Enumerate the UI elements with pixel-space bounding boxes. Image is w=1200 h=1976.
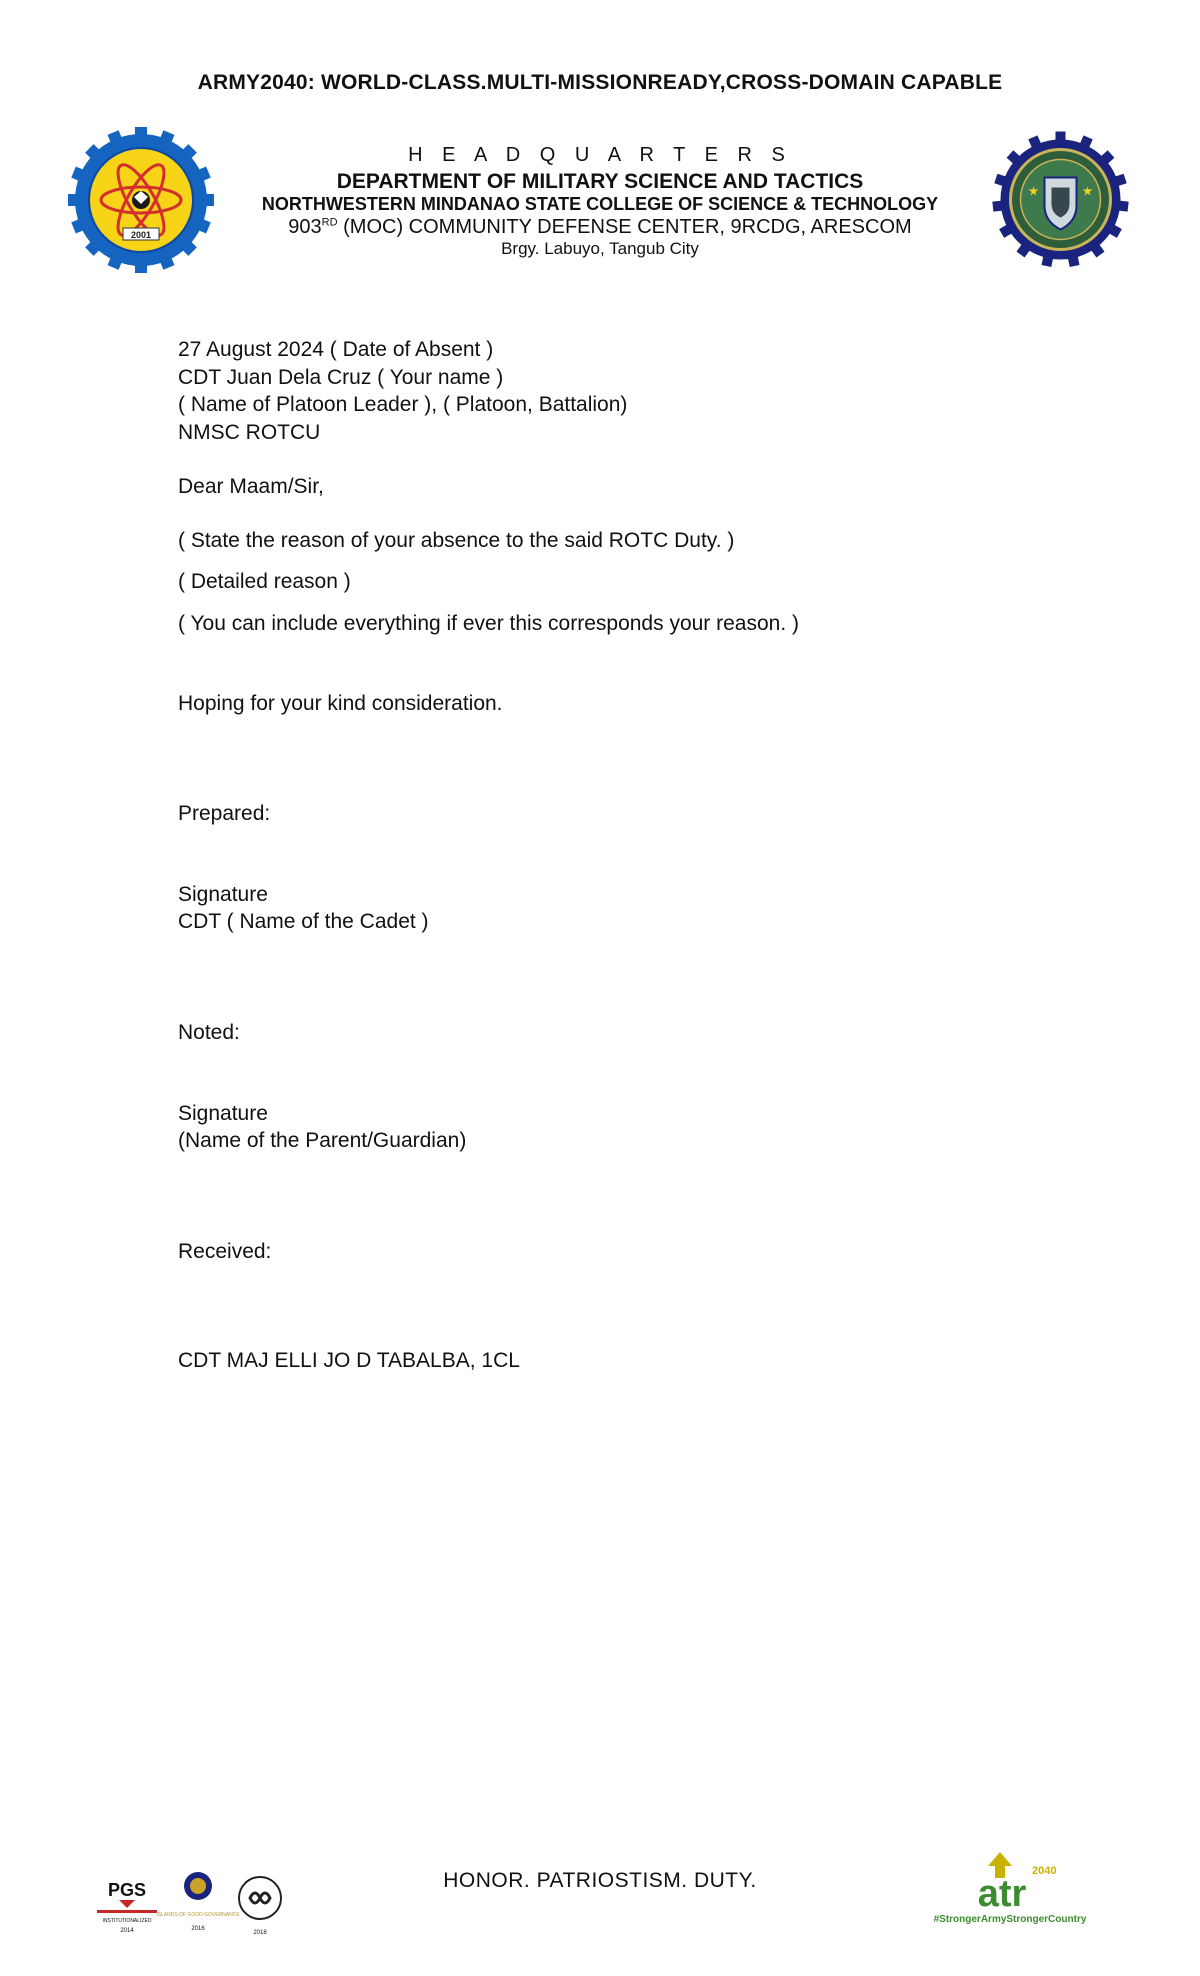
- letter-unit: NMSC ROTCU: [178, 420, 321, 444]
- address: Brgy. Labuyo, Tangub City: [501, 239, 699, 259]
- prepared-signature: Signature: [178, 882, 268, 906]
- letterhead: [0, 144, 1200, 259]
- letter-body: [178, 336, 1058, 718]
- letter-sender-name: CDT Juan Dela Cruz ( Your name ): [178, 365, 504, 389]
- noted-signature: Signature: [178, 1101, 268, 1125]
- svg-text:2016: 2016: [191, 1926, 205, 1932]
- center-ordinal: RD: [321, 215, 338, 228]
- svg-text:atr: atr: [977, 1873, 1027, 1915]
- headquarters-title: H E A D Q U A R T E R S: [408, 144, 792, 166]
- noted-name: (Name of the Parent/Guardian): [178, 1129, 467, 1152]
- department-name: DEPARTMENT OF MILITARY SCIENCE AND TACTICS: [336, 169, 864, 193]
- prepared-block: [178, 800, 429, 936]
- noted-block: [178, 1019, 466, 1155]
- spacer: [178, 446, 1058, 473]
- svg-text:2018: 2018: [253, 1930, 267, 1936]
- svg-text:ISLANDS OF GOOD GOVERNANCE: ISLANDS OF GOOD GOVERNANCE: [156, 1912, 240, 1918]
- svg-text:2040: 2040: [1032, 1865, 1057, 1877]
- svg-text:#StrongerArmyStrongerCountry: #StrongerArmyStrongerCountry: [933, 1914, 1087, 1925]
- noted-label: Noted:: [178, 1021, 240, 1044]
- header-motto: ARMY2040: WORLD-CLASS.MULTI-MISSIONREADY,CROSS-DOMAIN CAPABLE: [197, 71, 1003, 94]
- received-block: [178, 1238, 520, 1374]
- letter-closing: Hoping for your kind consideration.: [178, 692, 503, 715]
- letter-platoon: ( Name of Platoon Leader ), ( Platoon, Battalion): [178, 393, 628, 416]
- prepared-label: Prepared:: [178, 802, 271, 825]
- seal-year: 2001: [130, 230, 152, 240]
- army-transformation-roadmap-logo-icon: [920, 1848, 1100, 1928]
- received-name: CDT MAJ ELLI JO D TABALBA, 1CL: [178, 1348, 520, 1372]
- received-label: Received:: [178, 1240, 272, 1263]
- footer-motto: HONOR. PATRIOSTISM. DUTY.: [443, 1869, 757, 1892]
- svg-text:2014: 2014: [120, 1928, 134, 1934]
- prepared-name: CDT ( Name of the Cadet ): [178, 910, 429, 933]
- svg-text:INSTITUTIONALIZED: INSTITUTIONALIZED: [102, 1918, 152, 1924]
- letter-greeting: Dear Maam/Sir,: [178, 475, 324, 498]
- letter-body-line: ( Detailed reason ): [178, 570, 351, 593]
- college-name: NORTHWESTERN MINDANAO STATE COLLEGE OF SCIENCE & TECHNOLOGY: [261, 194, 939, 215]
- svg-text:PGS: PGS: [107, 1880, 147, 1900]
- defense-center-name: [0, 216, 1200, 240]
- center-number: 903: [288, 215, 322, 238]
- center-rest: (MOC) COMMUNITY DEFENSE CENTER, 9RCDG, ARESCOM: [337, 215, 912, 238]
- letter-body-line: ( You can include everything if ever this corresponds your reason. ): [178, 611, 800, 635]
- letter-body-line: ( State the reason of your absence to the said ROTC Duty. ): [178, 528, 735, 552]
- letter-date: 27 August 2024 ( Date of Absent ): [178, 338, 494, 361]
